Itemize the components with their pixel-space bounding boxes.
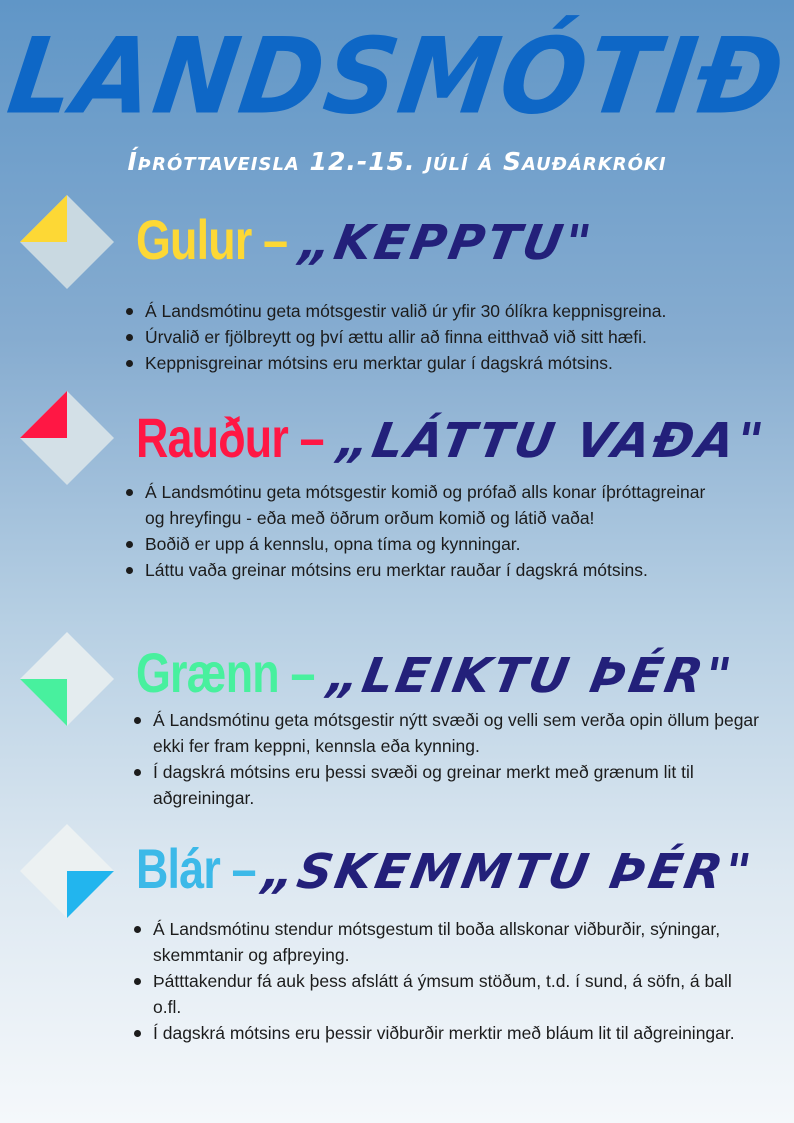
- category-slogan: „LEIKTU ÞÉR": [324, 648, 739, 704]
- yellow-diamond-icon: [20, 195, 114, 289]
- category-name: Rauður –: [136, 406, 324, 469]
- list-item: Á Landsmótinu geta mótsgestir valið úr yfir 30 ólíkra keppnisgreina.: [123, 298, 783, 324]
- bullet-list: [131, 707, 771, 811]
- list-item: Keppnisgreinar mótsins eru merktar gular í dagskrá mótsins.: [123, 350, 783, 376]
- list-item: Í dagskrá mótsins eru þessir viðburðir merktir með bláum lit til aðgreiningar.: [131, 1020, 741, 1046]
- list-item: Á Landsmótinu stendur mótsgestum til boða allskonar viðburðir, sýningar, skemmtanir og afþreying.: [131, 916, 741, 968]
- category-name: Gulur –: [136, 208, 288, 271]
- category-slogan: „LÁTTU VAÐA": [333, 413, 770, 469]
- poster-subtitle: Íþróttaveisla 12.-15. júlí á Sauðárkróki: [127, 147, 667, 176]
- list-item: Í dagskrá mótsins eru þessi svæði og greinar merkt með grænum lit til aðgreiningar.: [131, 759, 771, 811]
- category-slogan: „KEPPTU": [296, 215, 598, 271]
- category-name: Blár –: [136, 837, 256, 900]
- list-item: Boðið er upp á kennslu, opna tíma og kynningar.: [123, 531, 723, 557]
- category-name: Grænn –: [136, 641, 315, 704]
- blue-diamond-icon: [20, 824, 114, 918]
- bullet-list: [123, 298, 783, 376]
- poster-title: LANDSMÓTIÐ: [1, 15, 793, 138]
- list-item: Láttu vaða greinar mótsins eru merktar rauðar í dagskrá mótsins.: [123, 557, 723, 583]
- red-diamond-icon: [20, 391, 114, 485]
- bullet-list: [123, 479, 723, 583]
- list-item: Á Landsmótinu geta mótsgestir nýtt svæði og velli sem verða opin öllum þegar ekki fer fram keppni, kennsla eða kynning.: [131, 707, 771, 759]
- list-item: Þátttakendur fá auk þess afslátt á ýmsum stöðum, t.d. í sund, á söfn, á ball o.fl.: [131, 968, 741, 1020]
- list-item: Á Landsmótinu geta mótsgestir komið og prófað alls konar íþróttagreinar og hreyfingu - eða með öðrum orðum komið og látið vaða!: [123, 479, 723, 531]
- bullet-list: [131, 916, 741, 1046]
- green-diamond-icon: [20, 632, 114, 726]
- list-item: Úrvalið er fjölbreytt og því ættu allir að finna eitthvað við sitt hæfi.: [123, 324, 783, 350]
- category-slogan: „SKEMMTU ÞÉR": [258, 844, 758, 900]
